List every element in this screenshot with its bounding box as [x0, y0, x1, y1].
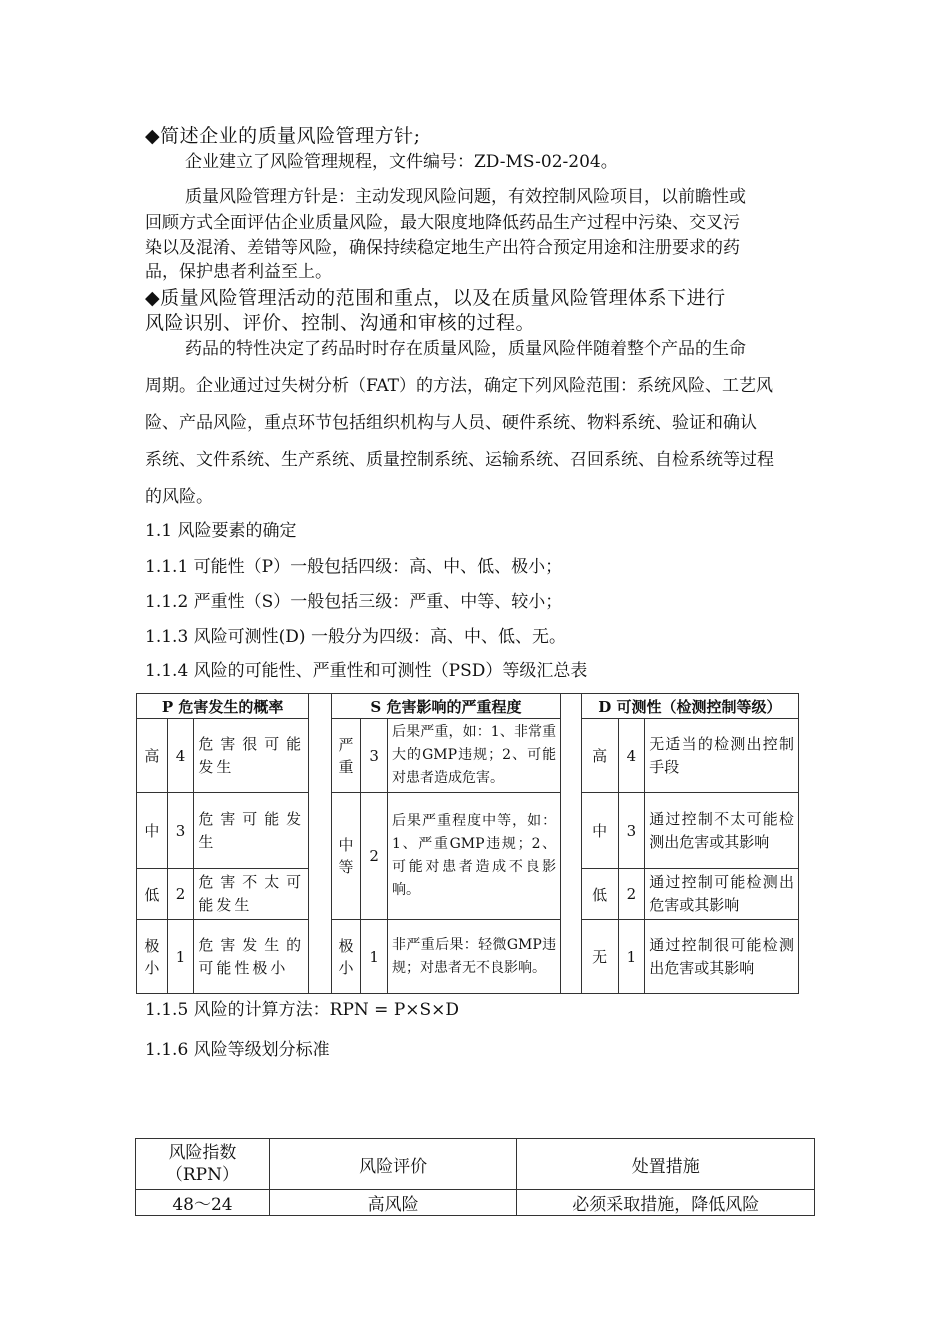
p-score: 2: [167, 869, 194, 920]
policy-line-1: 质量风险管理方针是：主动发现风险问题，有效控制风险项目，以前瞻性或: [185, 187, 746, 207]
d-desc: 通过控制很可能检测出危害或其影响: [645, 920, 799, 994]
heading-scope-l1: ◆质量风险管理活动的范围和重点，以及在质量风险管理体系下进行: [145, 287, 726, 309]
rpn-table: [135, 1138, 815, 1216]
d-score: 2: [618, 869, 645, 920]
d-desc: 通过控制不太可能检测出危害或其影响: [645, 793, 799, 869]
s-score: 3: [361, 719, 388, 793]
p-level: 中: [137, 793, 168, 869]
s-level: 中等: [331, 793, 361, 920]
scope-line-2: 周期。企业通过过失树分析（FAT）的方法，确定下列风险范围：系统风险、工艺风: [145, 376, 774, 396]
s-score: 1: [361, 920, 388, 994]
d-level: 中: [581, 793, 618, 869]
psd-table: [136, 693, 799, 994]
s-level: 严重: [331, 719, 361, 793]
rpn-header-index: [136, 1139, 270, 1190]
scope-line-1: 药品的特性决定了药品时时存在质量风险，质量风险伴随着整个产品的生命: [185, 339, 746, 359]
d-score: 3: [618, 793, 645, 869]
scope-line-4: 系统、文件系统、生产系统、质量控制系统、运输系统、召回系统、自检系统等过程: [145, 450, 774, 470]
s-score: 2: [361, 793, 388, 920]
p-level: 极小: [137, 920, 168, 994]
p-header: P 危害发生的概率: [137, 694, 309, 719]
heading-policy: ◆简述企业的质量风险管理方针;: [145, 125, 421, 147]
p-desc: 危害不太可能发生: [194, 869, 309, 920]
d-desc: 通过控制可能检测出危害或其影响: [645, 869, 799, 920]
subsection-1-1-2: 1.1.2 严重性（S）一般包括三级：严重、中等、较小；: [145, 592, 563, 612]
rpn-header-eval: 风险评价: [269, 1139, 517, 1190]
policy-line-4: 品，保护患者利益至上。: [145, 262, 332, 282]
p-desc: 危害可能发生: [194, 793, 309, 869]
d-level: 低: [581, 869, 618, 920]
d-level: 无: [581, 920, 618, 994]
d-score: 1: [618, 920, 645, 994]
s-desc: 后果严重，如：1、非常重大的GMP违规；2、可能对患者造成危害。: [388, 719, 561, 793]
s-level: 极小: [331, 920, 361, 994]
rpn-value: 48～24: [136, 1190, 270, 1216]
s-desc: 非严重后果：轻微GMP违规；对患者无不良影响。: [388, 920, 561, 994]
rpn-header-l1: 风险指数: [168, 1143, 237, 1163]
scope-line-5: 的风险。: [145, 487, 213, 507]
d-header: D 可测性（检测控制等级）: [581, 694, 798, 719]
subsection-1-1-3: 1.1.3 风险可测性(D) 一般分为四级：高、中、低、无。: [145, 627, 566, 647]
p-level: 高: [137, 719, 168, 793]
subsection-1-1-1: 1.1.1 可能性（P）一般包括四级：高、中、低、极小；: [145, 557, 563, 577]
procedure-line: 企业建立了风险管理规程，文件编号：ZD-MS-02-204。: [185, 152, 618, 172]
subsection-1-1-6: 1.1.6 风险等级划分标准: [145, 1040, 330, 1060]
p-score: 1: [167, 920, 194, 994]
heading-scope-l2: 风险识别、评价、控制、沟通和审核的过程。: [145, 312, 536, 334]
p-score: 4: [167, 719, 194, 793]
p-desc: 危害很可能发生: [194, 719, 309, 793]
rpn-header-l2: （RPN）: [165, 1165, 239, 1185]
s-desc: 后果严重程度中等，如：1、严重GMP违规；2、可能对患者造成不良影响。: [388, 793, 561, 920]
d-level: 高: [581, 719, 618, 793]
subsection-1-1-5: 1.1.5 风险的计算方法：RPN = P×S×D: [145, 1000, 460, 1020]
rpn-header-action: 处置措施: [517, 1139, 815, 1190]
rpn-action: 必须采取措施，降低风险: [517, 1190, 815, 1216]
d-score: 4: [618, 719, 645, 793]
rpn-eval: 高风险: [269, 1190, 517, 1216]
scope-line-3: 险、产品风险，重点环节包括组织机构与人员、硬件系统、物料系统、验证和确认: [145, 413, 757, 433]
subsection-1-1: 1.1 风险要素的确定: [145, 521, 297, 541]
s-header: S 危害影响的严重程度: [331, 694, 561, 719]
p-desc: 危害发生的可能性极小: [194, 920, 309, 994]
d-desc: 无适当的检测出控制手段: [645, 719, 799, 793]
subsection-1-1-4: 1.1.4 风险的可能性、严重性和可测性（PSD）等级汇总表: [145, 661, 588, 681]
p-level: 低: [137, 869, 168, 920]
p-score: 3: [167, 793, 194, 869]
policy-line-3: 染以及混淆、差错等风险，确保持续稳定地生产出符合预定用途和注册要求的药: [145, 238, 740, 258]
policy-line-2: 回顾方式全面评估企业质量风险，最大限度地降低药品生产过程中污染、交叉污: [145, 213, 740, 233]
